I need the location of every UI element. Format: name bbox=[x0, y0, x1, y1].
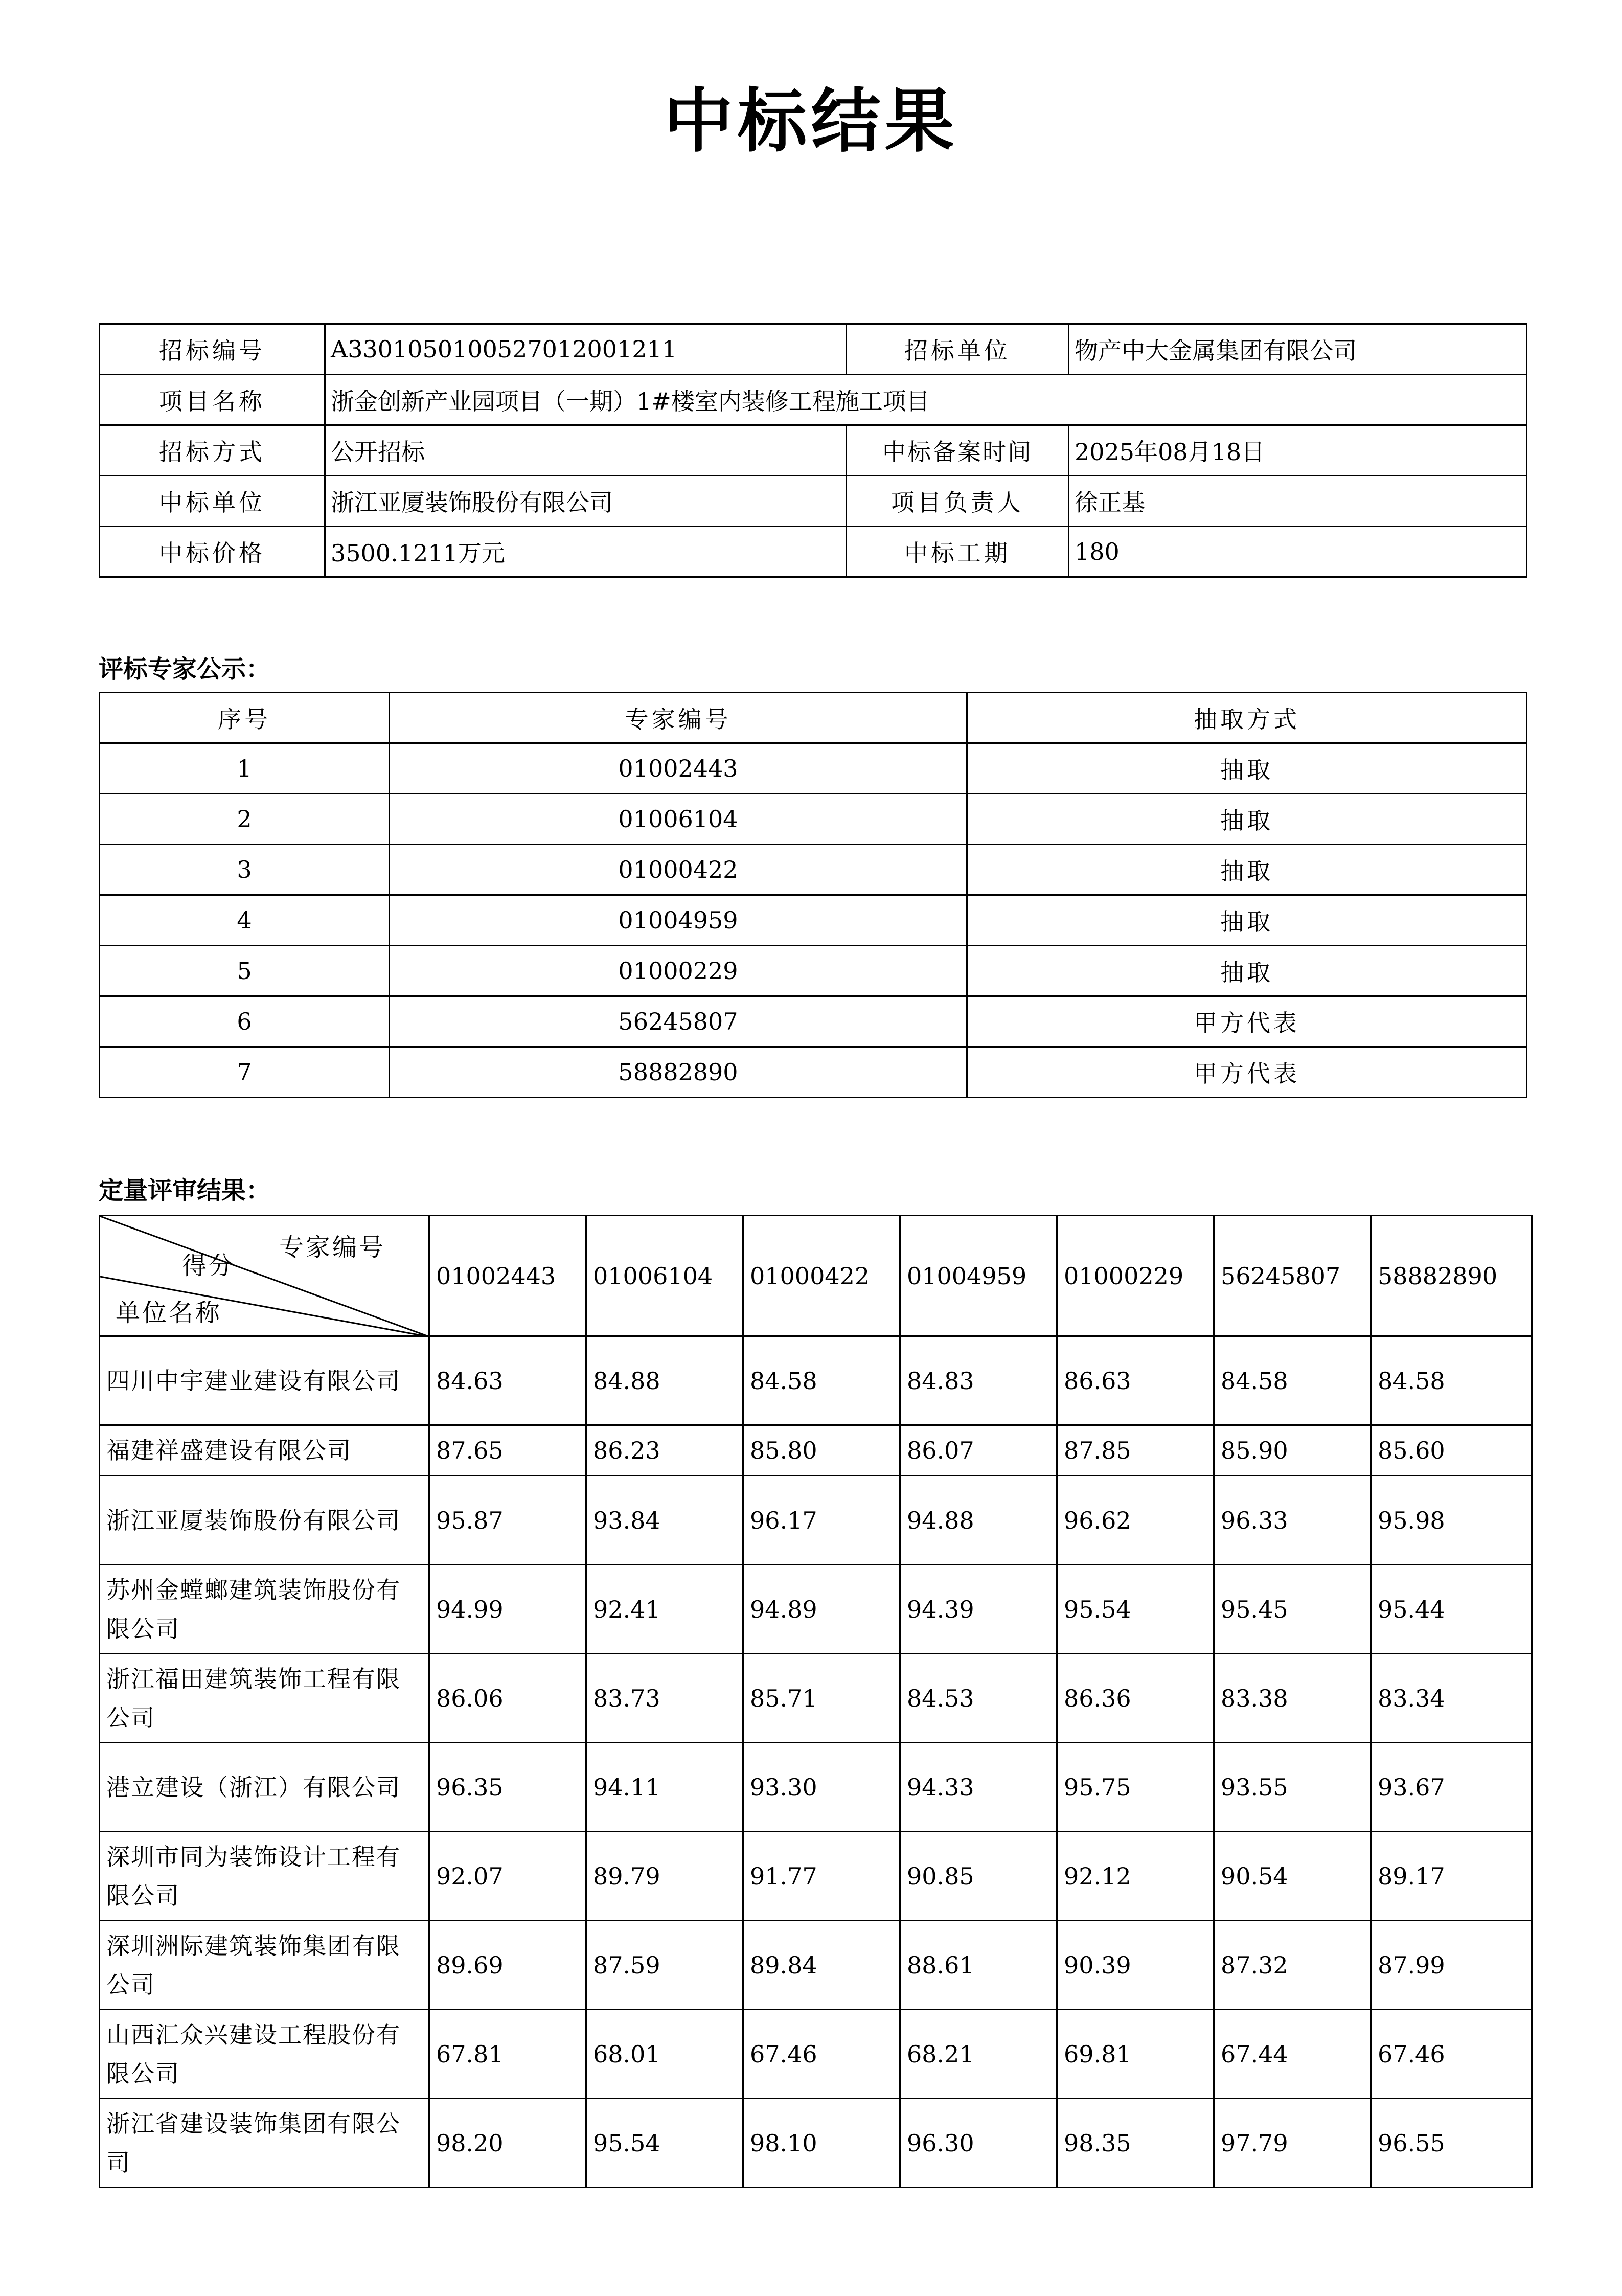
column-header: 序号 bbox=[100, 693, 390, 743]
table-cell: 5 bbox=[100, 946, 390, 996]
score-cell: 85.60 bbox=[1371, 1425, 1532, 1476]
score-cell: 86.06 bbox=[429, 1654, 586, 1743]
score-cell: 95.75 bbox=[1057, 1743, 1214, 1832]
expert-column-header: 01002443 bbox=[429, 1216, 586, 1336]
score-cell: 68.01 bbox=[586, 2010, 743, 2099]
expert-column-header: 01000422 bbox=[743, 1216, 900, 1336]
score-cell: 83.73 bbox=[586, 1654, 743, 1743]
score-cell: 67.46 bbox=[1371, 2010, 1532, 2099]
diagonal-header-cell bbox=[100, 1216, 429, 1336]
score-cell: 98.20 bbox=[429, 2099, 586, 2188]
table-cell: 甲方代表 bbox=[967, 1047, 1527, 1098]
table-row bbox=[100, 1336, 1532, 1425]
tenderer-label: 招标单位 bbox=[847, 324, 1069, 375]
score-cell: 91.77 bbox=[743, 1832, 900, 1921]
corner-expert-label: 专家编号 bbox=[279, 1233, 386, 1262]
method-value: 公开招标 bbox=[325, 425, 847, 476]
table-cell: 6 bbox=[100, 996, 390, 1047]
score-cell: 95.54 bbox=[1057, 1565, 1214, 1654]
table-row bbox=[100, 375, 1527, 425]
company-name-cell: 深圳市同为装饰设计工程有限公司 bbox=[100, 1832, 429, 1921]
table-cell: 抽取 bbox=[967, 946, 1527, 996]
company-name-cell: 深圳洲际建筑装饰集团有限公司 bbox=[100, 1921, 429, 2010]
company-name-cell: 山西汇众兴建设工程股份有限公司 bbox=[100, 2010, 429, 2099]
experts-table bbox=[99, 692, 1527, 1098]
table-cell: 抽取 bbox=[967, 895, 1527, 946]
project-value: 浙金创新产业园项目（一期）1#楼室内装修工程施工项目 bbox=[325, 375, 1527, 425]
score-cell: 87.32 bbox=[1214, 1921, 1371, 2010]
table-row bbox=[100, 1832, 1532, 1921]
score-cell: 84.58 bbox=[1371, 1336, 1532, 1425]
filing-time-label: 中标备案时间 bbox=[847, 425, 1069, 476]
company-name-cell: 浙江福田建筑装饰工程有限公司 bbox=[100, 1654, 429, 1743]
table-row bbox=[100, 2099, 1532, 2188]
score-cell: 94.33 bbox=[900, 1743, 1057, 1832]
score-cell: 89.69 bbox=[429, 1921, 586, 2010]
bid-no-value: A3301050100527012001211 bbox=[325, 324, 847, 375]
project-label: 项目名称 bbox=[100, 375, 325, 425]
score-cell: 94.89 bbox=[743, 1565, 900, 1654]
score-cell: 92.07 bbox=[429, 1832, 586, 1921]
score-cell: 87.59 bbox=[586, 1921, 743, 2010]
table-row bbox=[100, 895, 1527, 946]
score-cell: 96.17 bbox=[743, 1476, 900, 1565]
expert-column-header: 56245807 bbox=[1214, 1216, 1371, 1336]
score-cell: 93.30 bbox=[743, 1743, 900, 1832]
score-cell: 83.34 bbox=[1371, 1654, 1532, 1743]
table-cell: 2 bbox=[100, 794, 390, 845]
expert-column-header: 01004959 bbox=[900, 1216, 1057, 1336]
table-row bbox=[100, 425, 1527, 476]
winner-value: 浙江亚厦装饰股份有限公司 bbox=[325, 476, 847, 527]
score-cell: 94.39 bbox=[900, 1565, 1057, 1654]
table-row bbox=[100, 527, 1527, 577]
table-header-row bbox=[100, 1216, 1532, 1336]
table-cell: 01000229 bbox=[390, 946, 967, 996]
page-title: 中标结果 bbox=[664, 81, 958, 162]
expert-column-header: 01006104 bbox=[586, 1216, 743, 1336]
score-cell: 98.35 bbox=[1057, 2099, 1214, 2188]
score-cell: 95.44 bbox=[1371, 1565, 1532, 1654]
score-cell: 93.84 bbox=[586, 1476, 743, 1565]
score-cell: 90.85 bbox=[900, 1832, 1057, 1921]
score-cell: 93.67 bbox=[1371, 1743, 1532, 1832]
period-label: 中标工期 bbox=[847, 527, 1069, 577]
table-row bbox=[100, 324, 1527, 375]
score-cell: 85.71 bbox=[743, 1654, 900, 1743]
table-cell: 3 bbox=[100, 845, 390, 895]
table-cell: 01000422 bbox=[390, 845, 967, 895]
score-cell: 84.58 bbox=[743, 1336, 900, 1425]
table-cell: 抽取 bbox=[967, 794, 1527, 845]
table-cell: 甲方代表 bbox=[967, 996, 1527, 1047]
score-cell: 96.35 bbox=[429, 1743, 586, 1832]
score-cell: 92.12 bbox=[1057, 1832, 1214, 1921]
table-row bbox=[100, 476, 1527, 527]
score-cell: 96.62 bbox=[1057, 1476, 1214, 1565]
score-cell: 67.81 bbox=[429, 2010, 586, 2099]
company-name-cell: 福建祥盛建设有限公司 bbox=[100, 1425, 429, 1476]
score-cell: 95.54 bbox=[586, 2099, 743, 2188]
score-cell: 89.84 bbox=[743, 1921, 900, 2010]
score-cell: 86.07 bbox=[900, 1425, 1057, 1476]
score-cell: 84.63 bbox=[429, 1336, 586, 1425]
score-cell: 90.39 bbox=[1057, 1921, 1214, 2010]
filing-time-value: 2025年08月18日 bbox=[1069, 425, 1527, 476]
score-cell: 84.58 bbox=[1214, 1336, 1371, 1425]
score-cell: 87.65 bbox=[429, 1425, 586, 1476]
table-row bbox=[100, 743, 1527, 794]
table-row bbox=[100, 946, 1527, 996]
table-row bbox=[100, 1565, 1532, 1654]
score-cell: 93.55 bbox=[1214, 1743, 1371, 1832]
scores-table bbox=[99, 1215, 1533, 2188]
score-cell: 88.61 bbox=[900, 1921, 1057, 2010]
score-cell: 95.98 bbox=[1371, 1476, 1532, 1565]
table-row bbox=[100, 794, 1527, 845]
table-cell: 56245807 bbox=[390, 996, 967, 1047]
score-cell: 86.23 bbox=[586, 1425, 743, 1476]
bid-no-label: 招标编号 bbox=[100, 324, 325, 375]
company-name-cell: 苏州金螳螂建筑装饰股份有限公司 bbox=[100, 1565, 429, 1654]
score-cell: 96.33 bbox=[1214, 1476, 1371, 1565]
score-cell: 86.36 bbox=[1057, 1654, 1214, 1743]
table-row bbox=[100, 1921, 1532, 2010]
score-cell: 95.87 bbox=[429, 1476, 586, 1565]
manager-value: 徐正基 bbox=[1069, 476, 1527, 527]
score-cell: 86.63 bbox=[1057, 1336, 1214, 1425]
score-cell: 98.10 bbox=[743, 2099, 900, 2188]
table-header-row bbox=[100, 693, 1527, 743]
table-cell: 抽取 bbox=[967, 845, 1527, 895]
table-row bbox=[100, 996, 1527, 1047]
price-label: 中标价格 bbox=[100, 527, 325, 577]
period-value: 180 bbox=[1069, 527, 1527, 577]
score-cell: 87.99 bbox=[1371, 1921, 1532, 2010]
score-cell: 67.46 bbox=[743, 2010, 900, 2099]
company-name-cell: 浙江亚厦装饰股份有限公司 bbox=[100, 1476, 429, 1565]
company-name-cell: 港立建设（浙江）有限公司 bbox=[100, 1743, 429, 1832]
score-cell: 94.88 bbox=[900, 1476, 1057, 1565]
score-cell: 84.83 bbox=[900, 1336, 1057, 1425]
company-name-cell: 四川中宇建业建设有限公司 bbox=[100, 1336, 429, 1425]
corner-unit-label: 单位名称 bbox=[116, 1299, 222, 1327]
table-row bbox=[100, 1743, 1532, 1832]
price-value: 3500.1211万元 bbox=[325, 527, 847, 577]
expert-column-header: 01000229 bbox=[1057, 1216, 1214, 1336]
table-row bbox=[100, 2010, 1532, 2099]
score-cell: 94.11 bbox=[586, 1743, 743, 1832]
score-cell: 69.81 bbox=[1057, 2010, 1214, 2099]
column-header: 专家编号 bbox=[390, 693, 967, 743]
table-cell: 01002443 bbox=[390, 743, 967, 794]
table-row bbox=[100, 845, 1527, 895]
column-header: 抽取方式 bbox=[967, 693, 1527, 743]
table-cell: 01006104 bbox=[390, 794, 967, 845]
expert-column-header: 58882890 bbox=[1371, 1216, 1532, 1336]
experts-section-heading: 评标专家公示： bbox=[99, 655, 271, 684]
table-cell: 7 bbox=[100, 1047, 390, 1098]
corner-score-label: 得分 bbox=[182, 1252, 236, 1280]
tenderer-value: 物产中大金属集团有限公司 bbox=[1069, 324, 1527, 375]
score-cell: 96.30 bbox=[900, 2099, 1057, 2188]
manager-label: 项目负责人 bbox=[847, 476, 1069, 527]
table-row bbox=[100, 1476, 1532, 1565]
score-cell: 96.55 bbox=[1371, 2099, 1532, 2188]
winner-label: 中标单位 bbox=[100, 476, 325, 527]
company-name-cell: 浙江省建设装饰集团有限公司 bbox=[100, 2099, 429, 2188]
table-cell: 抽取 bbox=[967, 743, 1527, 794]
score-cell: 85.80 bbox=[743, 1425, 900, 1476]
table-cell: 4 bbox=[100, 895, 390, 946]
table-row bbox=[100, 1047, 1527, 1098]
score-cell: 94.99 bbox=[429, 1565, 586, 1654]
score-cell: 68.21 bbox=[900, 2010, 1057, 2099]
score-cell: 67.44 bbox=[1214, 2010, 1371, 2099]
score-cell: 90.54 bbox=[1214, 1832, 1371, 1921]
table-row bbox=[100, 1425, 1532, 1476]
score-cell: 95.45 bbox=[1214, 1565, 1371, 1654]
table-cell: 1 bbox=[100, 743, 390, 794]
table-row bbox=[100, 1654, 1532, 1743]
score-cell: 87.85 bbox=[1057, 1425, 1214, 1476]
score-cell: 92.41 bbox=[586, 1565, 743, 1654]
table-cell: 58882890 bbox=[390, 1047, 967, 1098]
table-cell: 01004959 bbox=[390, 895, 967, 946]
score-cell: 84.53 bbox=[900, 1654, 1057, 1743]
bid-info-table bbox=[99, 323, 1527, 578]
scores-section-heading: 定量评审结果： bbox=[99, 1176, 271, 1205]
score-cell: 97.79 bbox=[1214, 2099, 1371, 2188]
method-label: 招标方式 bbox=[100, 425, 325, 476]
score-cell: 83.38 bbox=[1214, 1654, 1371, 1743]
score-cell: 89.17 bbox=[1371, 1832, 1532, 1921]
score-cell: 89.79 bbox=[586, 1832, 743, 1921]
score-cell: 85.90 bbox=[1214, 1425, 1371, 1476]
score-cell: 84.88 bbox=[586, 1336, 743, 1425]
